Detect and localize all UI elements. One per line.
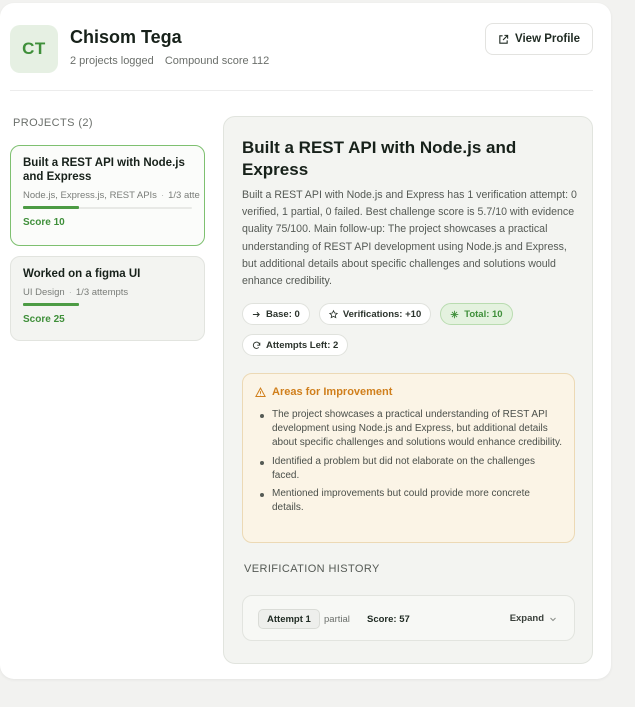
project-progress-bar xyxy=(23,304,192,306)
attempt-score: Score: 57 xyxy=(367,614,410,625)
attempt-badge: Attempt 1 xyxy=(258,609,320,629)
project-tags: Node.js, Express.js, REST APIs · 1/3 atte xyxy=(23,190,200,201)
project-item-figma-ui[interactable] xyxy=(10,256,205,341)
project-item-rest-api[interactable] xyxy=(10,145,205,246)
arrow-right-icon xyxy=(252,310,261,319)
project-detail-panel xyxy=(223,116,593,664)
improvement-list xyxy=(255,408,562,515)
external-link-icon xyxy=(498,34,509,45)
attempts-left-pill: Attempts Left: 2 xyxy=(242,334,348,356)
projects-heading: PROJECTS (2) xyxy=(13,117,93,129)
view-profile-label: View Profile xyxy=(515,33,580,45)
detail-title: Built a REST API with Node.js and Express xyxy=(242,138,517,179)
refresh-icon xyxy=(252,341,261,350)
list-item: Mentioned improvements but could provide more concrete details. xyxy=(255,487,562,515)
project-title: Built a REST API with Node.js and Express xyxy=(23,157,185,183)
detail-description: Built a REST API with Node.js and Express has 1 verification attempt: 0 verified, 1 partial, 0 failed. Best challenge score is 5.7/10 with evidence quality 75/100. Main follow-up: The project showcases a practical understanding of REST API development using Node.js and Express, but additional details about specific challenges and solutions would enhance credibility. xyxy=(242,189,577,288)
chevron-down-icon xyxy=(549,615,557,623)
compound-score: Compound score 112 xyxy=(164,55,270,67)
candidate-name: Chisom Tega xyxy=(70,27,182,47)
base-pill: Base: 0 xyxy=(242,303,310,325)
project-progress-fill xyxy=(23,303,79,306)
view-profile-button[interactable] xyxy=(485,23,593,55)
list-item: Identified a problem but did not elaborate on the challenges faced. xyxy=(255,455,562,483)
list-item: The project showcases a practical understanding of REST API development using Node.js and Express, but additional details about specific challenges and solutions would enhance credibility. xyxy=(255,408,562,451)
attempt-row[interactable] xyxy=(242,595,575,641)
candidate-card xyxy=(0,3,611,679)
sparkle-icon xyxy=(450,310,459,319)
verifications-pill: Verifications: +10 xyxy=(319,303,431,325)
expand-button[interactable]: Expand xyxy=(510,613,557,624)
attempt-status: partial xyxy=(324,614,350,625)
profile-meta xyxy=(70,55,269,67)
verification-history-heading: VERIFICATION HISTORY xyxy=(244,563,380,575)
improvement-heading: Areas for Improvement xyxy=(255,386,562,398)
projects-logged: 2 projects logged xyxy=(70,55,154,67)
project-title: Worked on a figma UI xyxy=(23,268,141,280)
project-progress-bar xyxy=(23,207,192,209)
total-pill: Total: 10 xyxy=(440,303,512,325)
star-icon xyxy=(329,310,338,319)
warning-triangle-icon xyxy=(255,387,266,398)
project-score: Score 25 xyxy=(23,314,65,325)
areas-for-improvement xyxy=(242,373,575,543)
score-pills xyxy=(242,303,582,356)
project-tags: UI Design · 1/3 attempts xyxy=(23,287,129,298)
avatar: CT xyxy=(10,25,58,73)
project-progress-fill xyxy=(23,206,79,209)
profile-header xyxy=(10,23,593,91)
project-score: Score 10 xyxy=(23,217,65,228)
